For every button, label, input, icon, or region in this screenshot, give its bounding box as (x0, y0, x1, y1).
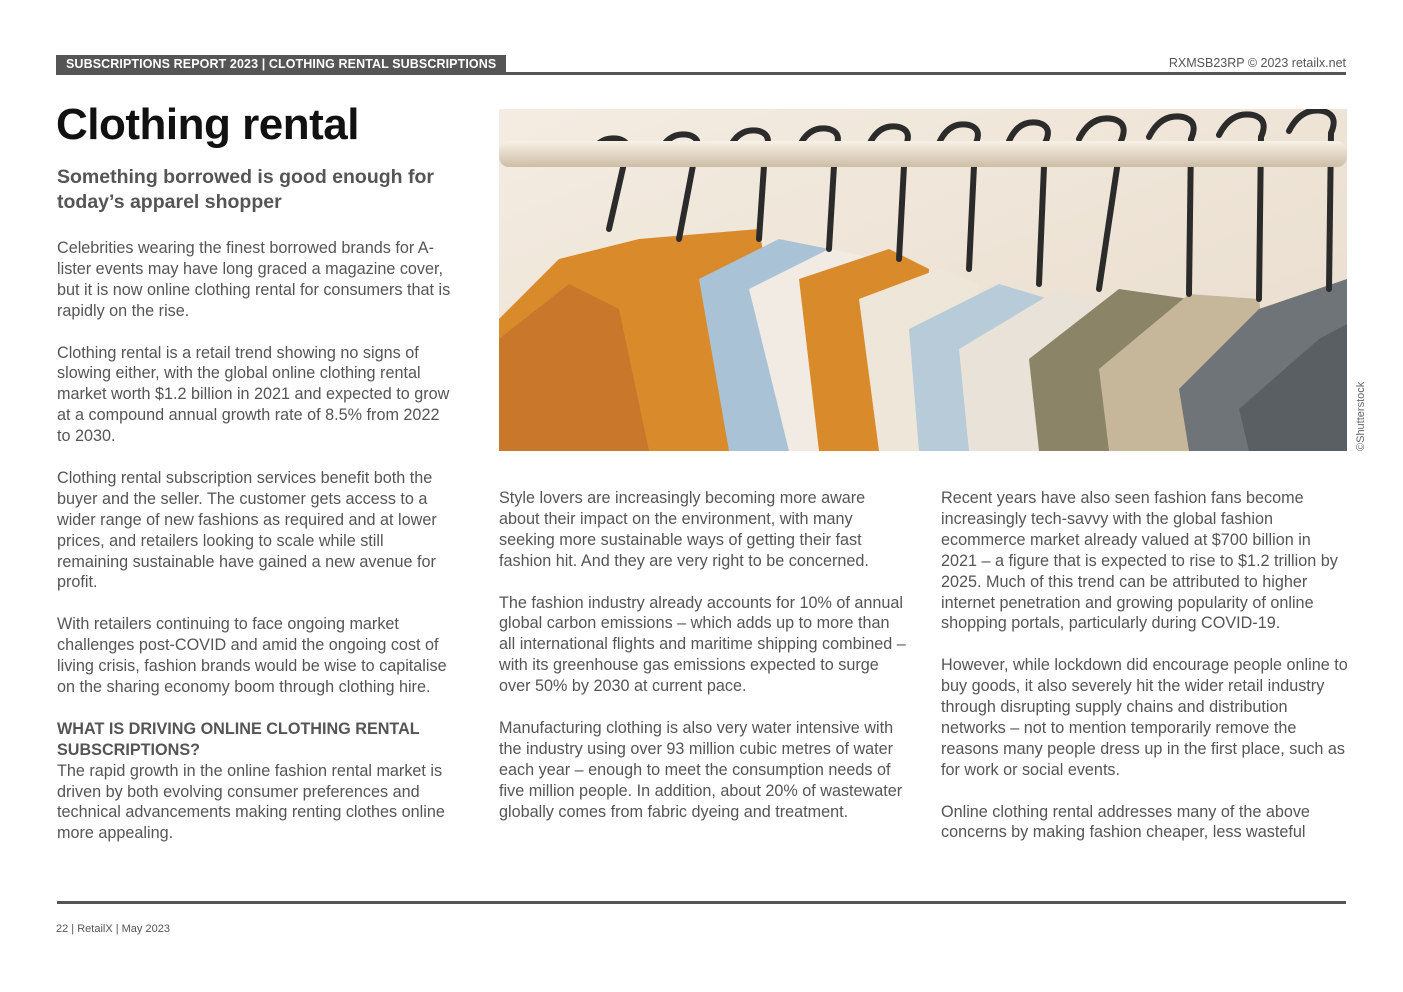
section-heading: WHAT IS DRIVING ONLINE CLOTHING RENTAL SUBSCRIPTIONS? (57, 719, 420, 759)
paragraph: Online clothing rental addresses many of the above concerns by making fashion cheaper, less wasteful (941, 802, 1310, 842)
paragraph: With retailers continuing to face ongoing market challenges post-COVID and amid the ongoing cost of living crisis, fashion brands would be wise to capitalise on the sharing economy boom through clothing hire. (57, 615, 447, 696)
header-divider (56, 72, 1346, 75)
paragraph: Manufacturing clothing is also very water intensive with the industry using over 93 million cubic metres of water each year – enough to meet the consumption needs of five million people. In addition, about 20% of wastewater globally comes from fabric dyeing and treatment. (499, 718, 903, 821)
photo-credit: ©Shutterstock (1355, 381, 1367, 451)
paragraph: Style lovers are increasingly becoming more aware about their impact on the environment, with many seeking more sustainable ways of getting their fast fashion hit. And they are very right to be concerned. (499, 489, 869, 570)
paragraph: Clothing rental subscription services benefit both the buyer and the seller. The customer gets access to a wider range of new fashions as required and at lower prices, and retailers looking to scale while still remaining sustainable have gained a new avenue for profit. (57, 468, 437, 592)
report-code: RXMSB23RP © 2023 retailx.net (1168, 56, 1346, 70)
paragraph: Recent years have also seen fashion fans become increasingly tech-savvy with the global fashion ecommerce market already valued at $700 billion in 2021 – a figure that is expected to rise to $1.2 trillion by 2025. Much of this trend can be attributed to higher internet penetration and growing popularity of online shopping portals, particularly during COVID-19. (941, 489, 1338, 633)
report-section-tag: SUBSCRIPTIONS REPORT 2023 | CLOTHING RENTAL SUBSCRIPTIONS (56, 55, 506, 74)
paragraph: The rapid growth in the online fashion rental market is driven by both evolving consumer preferences and technical advancements making renting clothes online more appealing. (57, 761, 445, 843)
paragraph: Celebrities wearing the finest borrowed brands for A-lister events may have long graced a magazine cover, but it is now online clothing rental for consumers that is rapidly on the rise. (57, 239, 451, 320)
page-footer: 22 | RetailX | May 2023 (56, 923, 170, 935)
clothing-rack-photo (499, 109, 1347, 451)
footer-divider (57, 901, 1346, 904)
paragraph: Clothing rental is a retail trend showing no signs of slowing either, with the global online clothing rental market worth $1.2 billion in 2021 and expected to grow at a compound annual growth rate of 8.5% from 2022 to 2030. (57, 343, 450, 446)
page-subtitle: Something borrowed is good enough for today’s apparel shopper (57, 166, 434, 213)
text-column-2 (499, 488, 909, 843)
page-title: Clothing rental (56, 100, 359, 149)
text-column-3 (941, 488, 1351, 864)
paragraph: However, while lockdown did encourage people online to buy goods, it also severely hit the wider retail industry through disrupting supply chains and distribution networks – not to mention temporarily remove the reasons many people dress up in the first place, such as for work or social events. (941, 656, 1348, 779)
text-column-1 (57, 238, 457, 865)
clothing-rail (499, 141, 1347, 167)
paragraph: The fashion industry already accounts for 10% of annual global carbon emissions – which adds up to more than all international flights and maritime shipping combined – with its greenhouse gas emissions expected to surge over 50% by 2030 at current pace. (499, 593, 906, 696)
